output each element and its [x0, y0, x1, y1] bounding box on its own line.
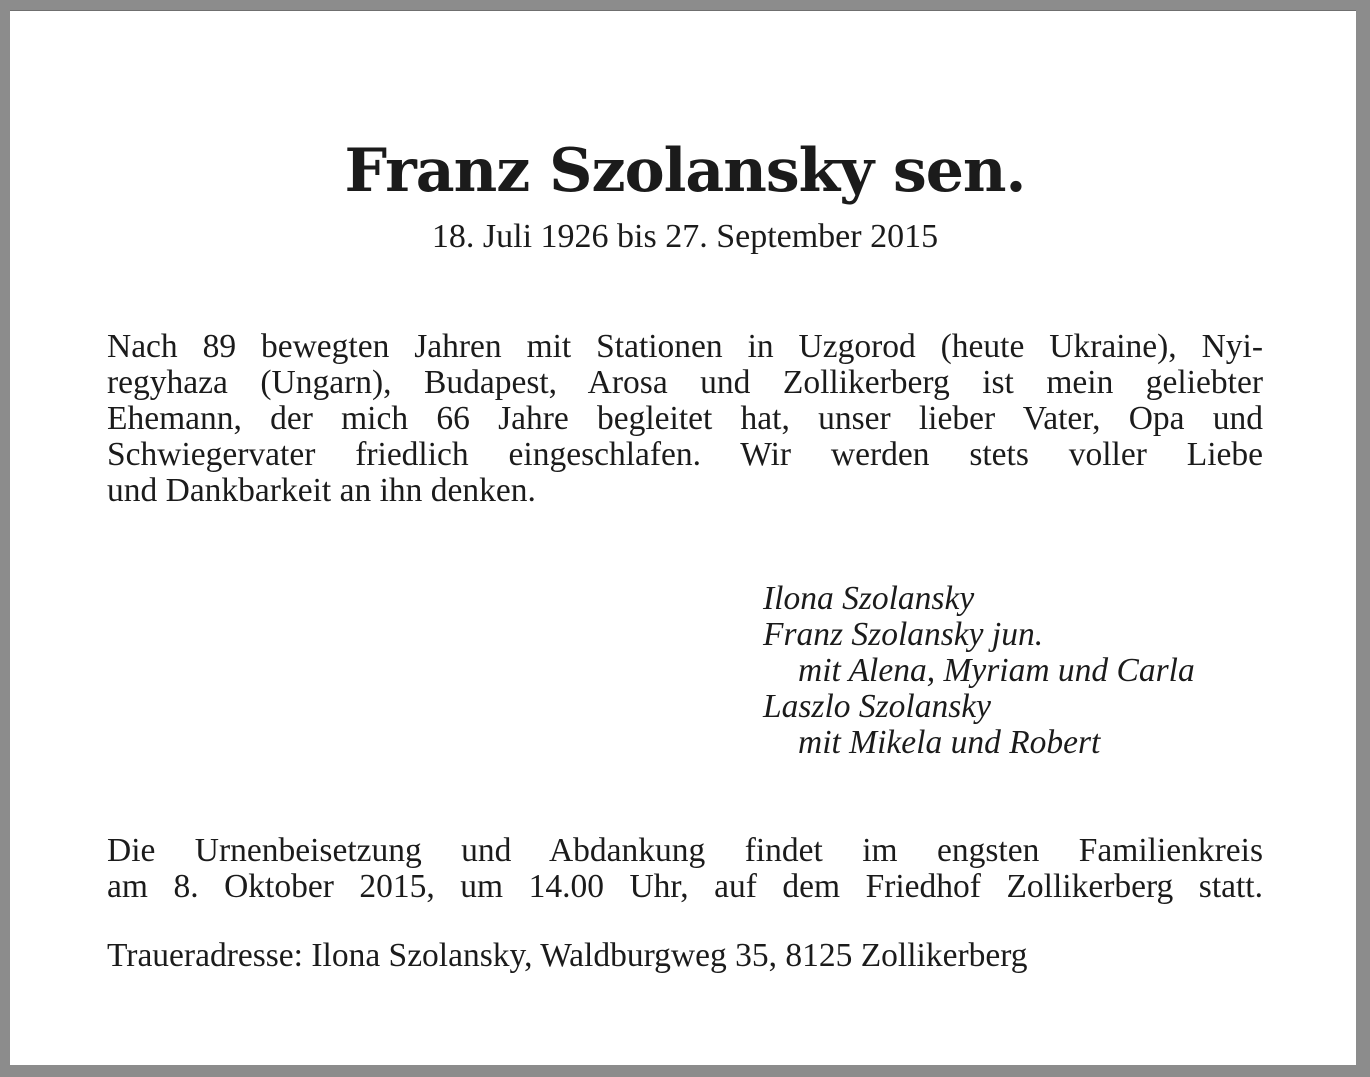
obituary-text-line: Nach 89 bewegten Jahren mit Stationen in Uzgorod (heute Ukraine), Nyi- [107, 328, 1263, 365]
obituary-text-line: regyhaza (Ungarn), Budapest, Arosa und Zollikerberg ist mein geliebter [107, 364, 1263, 401]
life-dates: 18. Juli 1926 bis 27. September 2015 [431, 218, 939, 255]
mourner-name: Laszlo Szolansky [763, 688, 992, 725]
obituary-page [10, 10, 1356, 1065]
mourners-list [763, 581, 1283, 761]
mourner-name: Ilona Szolansky [763, 580, 975, 617]
mourner-family: mit Alena, Myriam und Carla [798, 652, 1195, 689]
obituary-text-line: und Dankbarkeit an ihn denken. [107, 472, 536, 509]
obituary-text-line: Schwiegervater friedlich eingeschlafen. Wir werden stets voller Liebe [107, 436, 1263, 473]
obituary-text [107, 329, 1263, 509]
ceremony-info-line: Die Urnenbeisetzung und Abdankung findet im engsten Familienkreis [107, 832, 1263, 869]
mourning-address: Traueradresse: Ilona Szolansky, Waldburgweg 35, 8125 Zollikerberg [107, 937, 1028, 974]
mourner-name: Franz Szolansky jun. [763, 616, 1044, 653]
ceremony-info [107, 833, 1263, 905]
deceased-name: Franz Szolansky sen. [344, 136, 1026, 206]
ceremony-info-line: am 8. Oktober 2015, um 14.00 Uhr, auf dem Friedhof Zollikerberg statt. [107, 868, 1263, 905]
obituary-text-line: Ehemann, der mich 66 Jahre begleitet hat, unser lieber Vater, Opa und [107, 400, 1263, 437]
mourner-family: mit Mikela und Robert [798, 724, 1101, 761]
